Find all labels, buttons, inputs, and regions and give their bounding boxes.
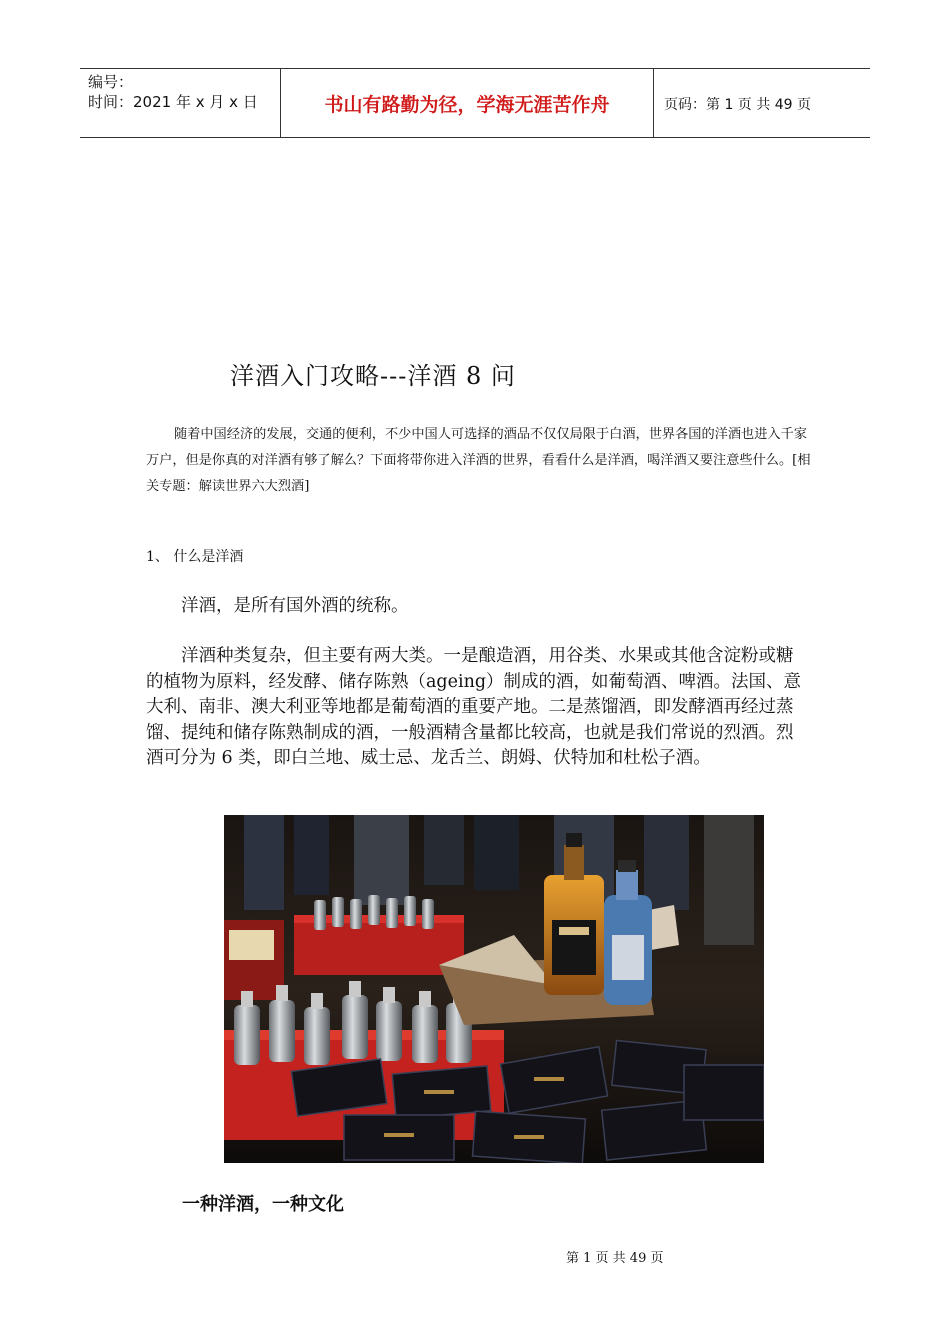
intro-text: 随着中国经济的发展，交通的便利，不少中国人可选择的酒品不仅仅局限于白酒，世界各国的洋酒也进入千家万户，但是你真的对洋酒有够了解么？下面将带你进入洋酒的世界，看看什么是洋酒，喝洋酒又要注意些什么。[相关专题：解读世界六大烈酒] bbox=[146, 427, 811, 494]
header-divider bbox=[653, 69, 654, 137]
page-title: 洋酒入门攻略---洋酒 8 问 bbox=[230, 362, 516, 390]
header-number-label: 编号： bbox=[88, 73, 134, 91]
header-motto: 书山有路勤为径，学海无涯苦作舟 bbox=[324, 94, 610, 116]
body-paragraph-1: 洋酒，是所有国外酒的统称。 bbox=[181, 596, 409, 616]
header-meta bbox=[80, 69, 280, 137]
section-heading: 1、 什么是洋酒 bbox=[146, 549, 244, 565]
intro-paragraph bbox=[146, 422, 818, 500]
subheading: 一种洋酒，一种文化 bbox=[182, 1194, 344, 1215]
body-paragraph-2: 洋酒种类复杂，但主要有两大类。一是酿造酒，用谷类、水果或其他含淀粉或糖的植物为原料，经发酵、储存陈熟（ageing）制成的酒，如葡萄酒、啤酒。法国、意大利、南非、澳大利亚等地都是葡萄酒的重要产地。二是蒸馏酒，即发酵酒再经过蒸馏、提纯和储存陈熟制成的酒，一般酒精含量都比较高，也就是我们常说的烈酒。烈酒可分为 6 类，即白兰地、威士忌、龙舌兰、朗姆、伏特加和杜松子酒。 bbox=[146, 646, 802, 769]
header-divider bbox=[280, 69, 281, 137]
header-table bbox=[80, 68, 870, 138]
page-footer: 第 1 页 共 49 页 bbox=[566, 1251, 664, 1266]
header-date-label: 时间：2021 年 x 月 x 日 bbox=[88, 93, 258, 111]
liquor-bottles-photo bbox=[224, 815, 764, 1163]
header-page-info: 页码：第 1 页 共 49 页 bbox=[664, 97, 811, 113]
